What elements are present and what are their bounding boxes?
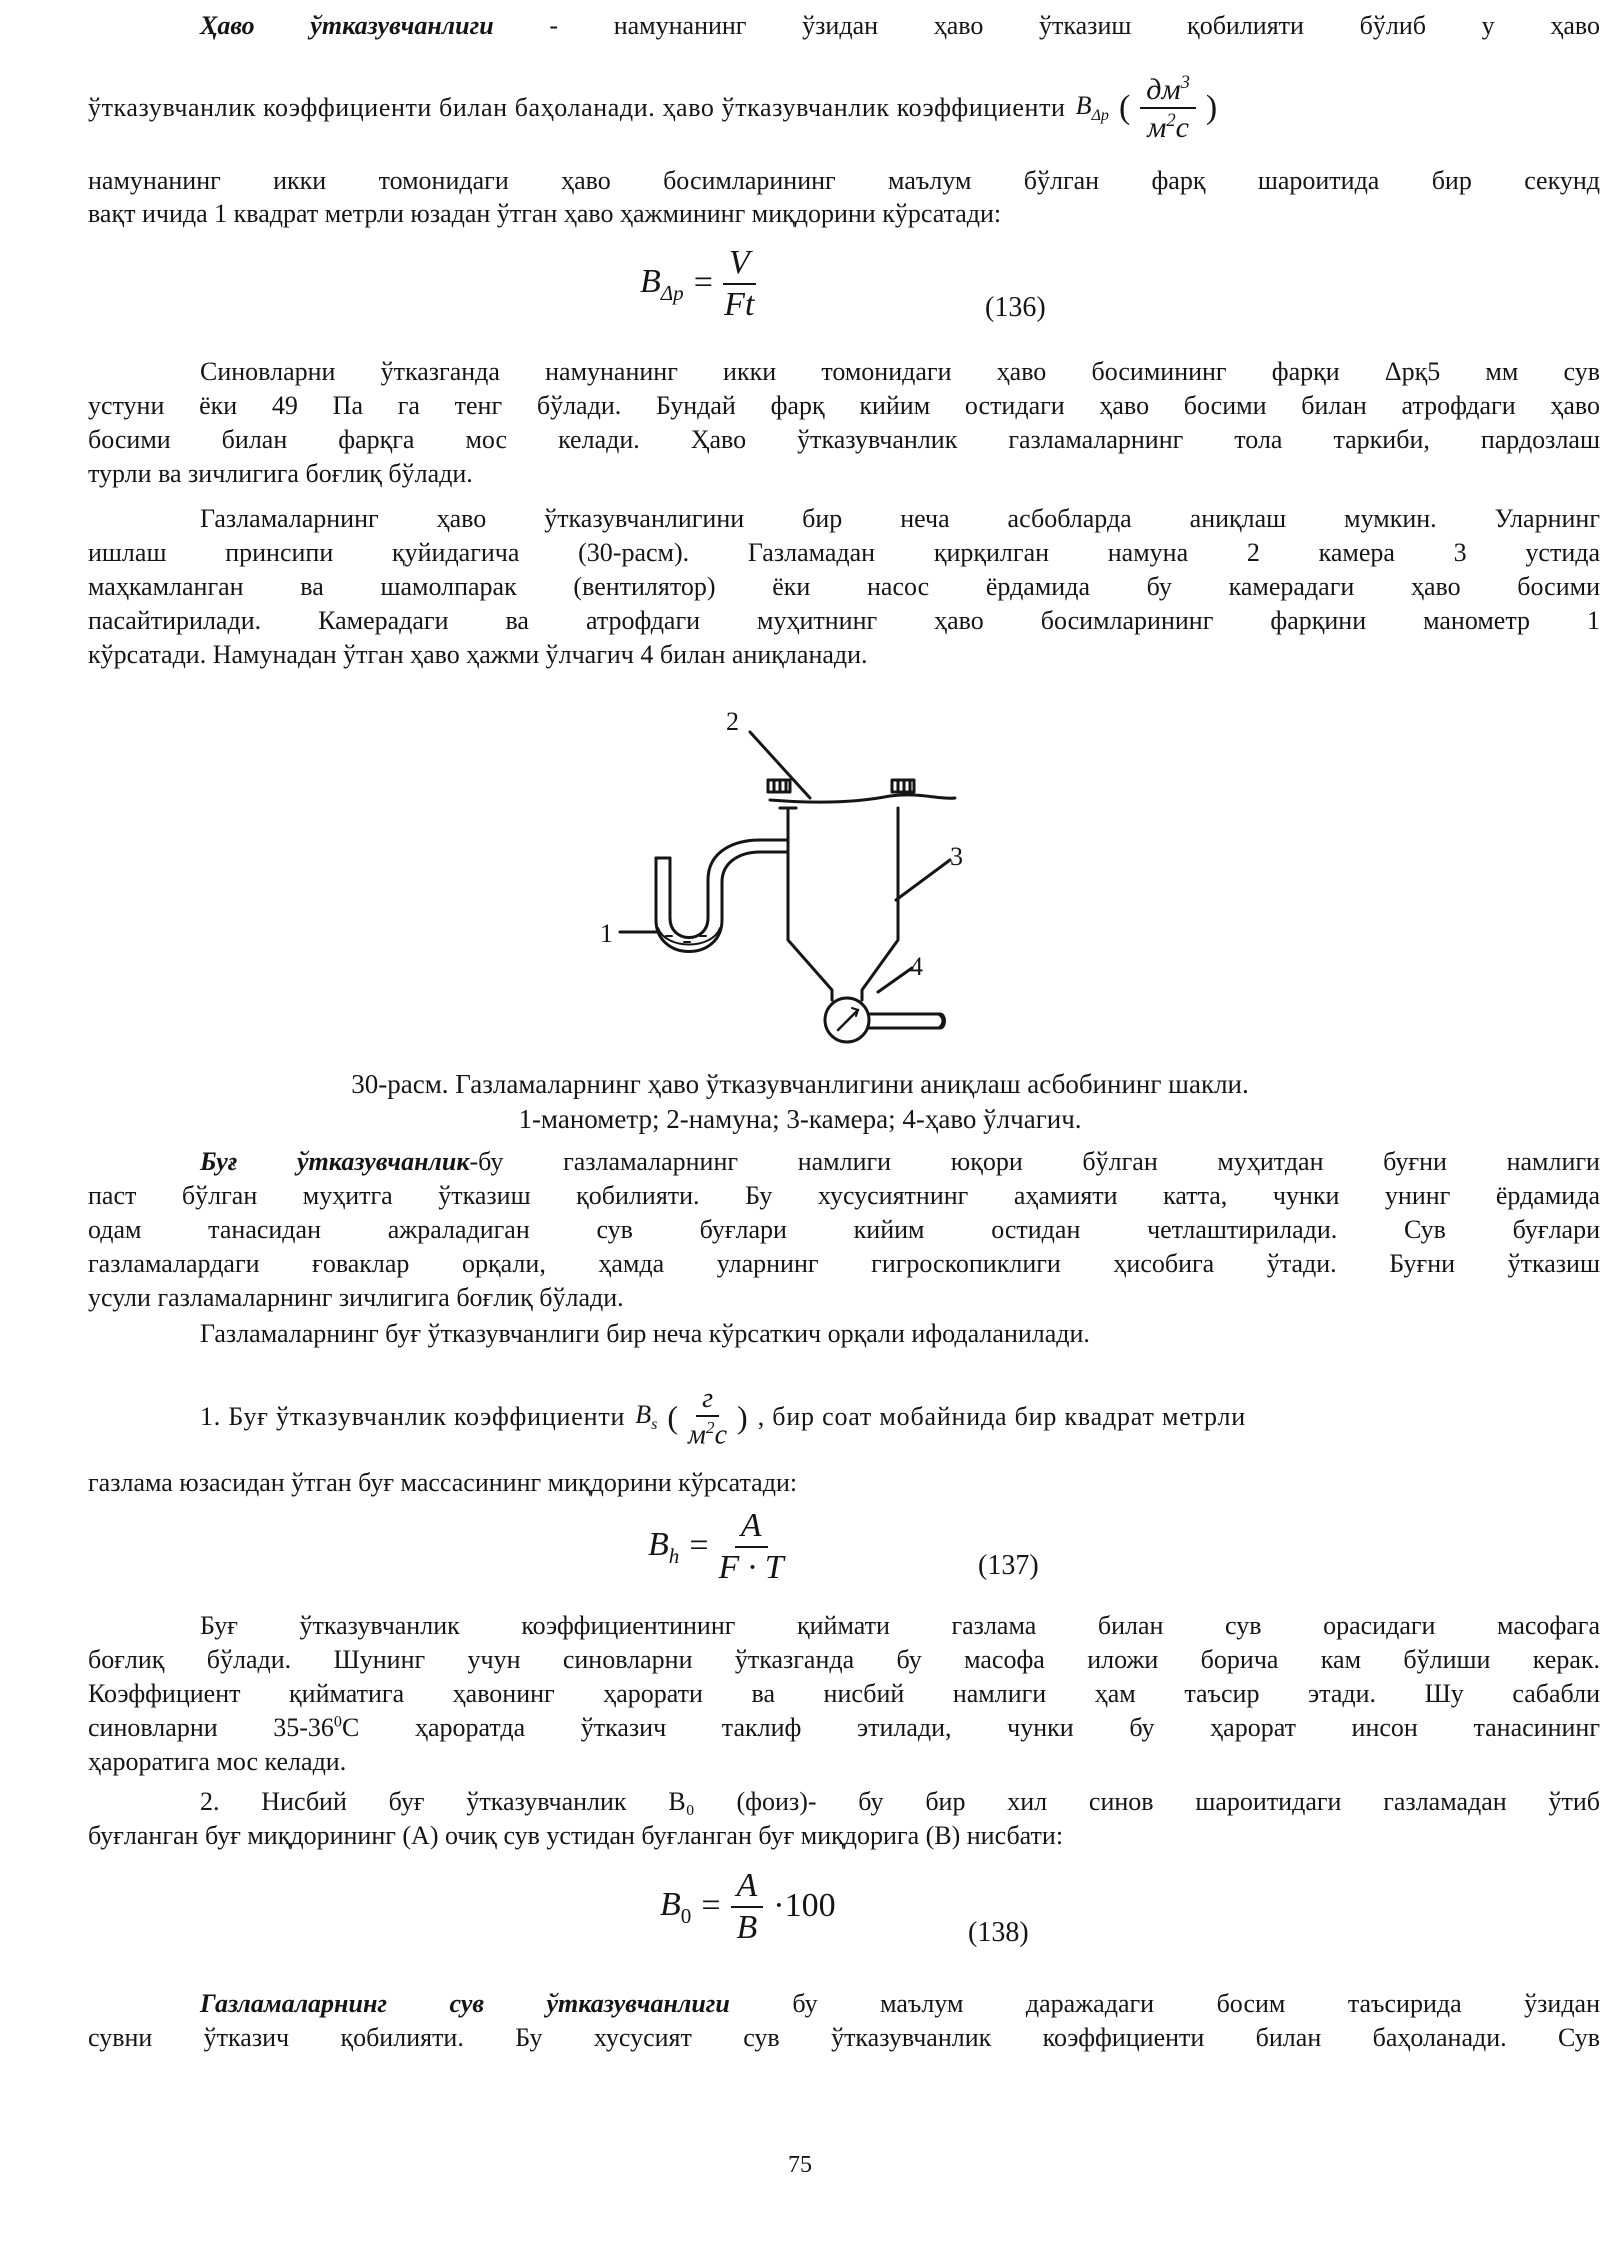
term-air-permeability: Ҳаво ўтказувчанлиги [200,11,494,40]
para-air-permeability-line-2: ўтказувчанлик коэффициенти билан баҳоланади. ҳаво ўтказувчанлик коэффициенти $B_{\Delta p}$ ( $\frac{дм^3}{м^2с}$ ) [88,71,1218,144]
para-vapor-line-5: усули газламаларнинг зичлигига боғлиқ бўлади. [88,1283,624,1312]
para-vapor-coef-line-2: газлама юзасидан ўтган буғ массасининг миқдорини кўрсатади: [88,1468,798,1497]
para-vapor-line-4: газламалардаги ғоваклар орқали, ҳамда уларнинг гигроскопиклиги ҳисобига ўтади. Буғни ўтказиш [88,1249,1600,1278]
para-relative-line-1: 2. Нисбий буғ ўтказувчанлик В₀ (фоиз)- бу бир хил синов шароитидаги газламадан ўтиб [200,1787,1600,1816]
para-test-line-4: турли ва зичлигига боғлиқ бўлади. [88,459,473,488]
para-test-line-2: устуни ёки 49 Па га тенг бўлади. Бундай фарқ кийим остидаги ҳаво босими билан атрофдаги ҳаво [88,391,1600,420]
figure-30-apparatus-diagram [600,700,963,1070]
page-number: 75 [788,2152,812,2178]
figure-caption-1: 30-расм. Газламаларнинг ҳаво ўтказувчанлигини аниқлаш асбобининг шакли. [351,1069,1249,1099]
para-air-permeability-line-4: вақт ичида 1 квадрат метрли юзадан ўтган ҳаво ҳажмининг миқдорини кўрсатади: [88,199,1002,228]
sample-line [770,795,955,802]
equation-136: $B_{\Delta p}$ = $\frac{V}{Ft}$ [640,244,755,323]
equation-137: $B_h$ = $\frac{A}{F \cdot T}$ [648,1507,784,1586]
unit-fraction-s: $\frac{г}{м^2с}$ [688,1382,728,1451]
figure-label-2: 2 [726,707,739,736]
leader-3 [896,860,950,900]
para-coef-value-line-3: Коэффициент қийматига ҳавонинг ҳарорати ва нисбий намлиги ҳам таъсир этади. Шу сабабли [88,1679,1600,1708]
para-devices-line-4: пасайтирилади. Камерадаги ва атрофдаги муҳитнинг ҳаво босимларининг фарқини манометр 1 [88,606,1600,635]
para-vapor-coef-line-1: 1. Буғ ўтказувчанлик коэффициенти $B_s$ ( $\frac{г}{м^2с}$ ) , бир соат мобайнида бир квадрат метрли [200,1382,1246,1451]
para-devices-line-3: маҳкамланган ва шамолпарак (вентилятор) ёки насос ёрдамида бу камерадаги ҳаво босими [88,572,1600,601]
outlet-pipe [868,1014,945,1028]
para-text: - намунанинг ўзидан ҳаво ўтказиш қобилияти бўлиб у ҳаво [549,11,1600,40]
para-vapor-line-2: паст бўлган муҳитга ўтказиш қобилияти. Бу хусусиятнинг аҳамияти катта, чунки унинг ёрдамида [88,1181,1600,1210]
para-text: ўтказувчанлик коэффициенти билан баҳоланади. ҳаво ўтказувчанлик коэффициенти [88,92,1066,122]
equation-137-number: (137) [978,1550,1039,1581]
figure-label-3: 3 [950,842,963,871]
unit-fraction: $\frac{дм^3}{м^2с}$ [1140,73,1196,144]
para-water-line-2: сувни ўтказич қобилияти. Бу хусусият сув ўтказувчанлик коэффициенти билан баҳоланади. Сув [88,2023,1600,2052]
figure-label-1: 1 [600,919,613,948]
manometer-u-tube [656,852,788,952]
equation-136-number: (136) [985,292,1046,323]
para-water-line-1 [200,1988,1600,2021]
para-devices-line-2: ишлаш принсипи қуйидагича (30-расм). Газламадан қирқилган намуна 2 камера 3 устида [88,538,1600,567]
coef-symbol-s: $B_s$ [635,1399,658,1434]
para-test-line-3: босими билан фарқга мос келади. Ҳаво ўтказувчанлик газламаларнинг тола таркиби, пардозлаш [88,425,1600,454]
para-air-permeability-line-3: намунанинг икки томонидаги ҳаво босимларининг маълум бўлган фарқ шароитида бир секунд [88,166,1600,195]
leader-4 [878,968,912,992]
para-test-line-1: Синовларни ўтказганда намунанинг икки томонидаги ҳаво босимининг фарқи Δрқ5 мм сув [200,357,1600,386]
term-vapor-permeability: Буғ ўтказувчанлик [200,1147,470,1176]
figure-label-4: 4 [910,952,923,981]
para-coef-value-line-5: ҳароратига мос келади. [88,1747,347,1776]
term-water-permeability: Газламаларнинг сув ўтказувчанлиги [200,1989,730,2018]
para-vapor-line-3: одам танасидан ажраладиган сув буғлари кийим остидан четлаштирилади. Сув буғлари [88,1215,1600,1244]
para-text: , бир соат мобайнида бир квадрат метрли [757,1401,1246,1431]
equation-138: $B_0$ = $\frac{A}{B}$ ·100 [660,1867,836,1946]
para-text: бу маълум даражадаги босим таъсирида ўзидан [792,1989,1600,2018]
equation-138-number: (138) [968,1917,1029,1948]
para-coef-value-line-2: боғлиқ бўлади. Шунинг учун синовларни ўтказганда бу масофа иложи борича кам бўлиши керак. [88,1645,1600,1674]
para-text: 1. Буғ ўтказувчанлик коэффициенти [200,1401,626,1431]
para-vapor-line-1 [200,1146,1600,1179]
para-indicators: Газламаларнинг буғ ўтказувчанлиги бир неча кўрсаткич орқали ифодаланилади. [200,1319,1090,1348]
para-text: -бу газламаларнинг намлиги юқори бўлган муҳитдан буғни намлиги [469,1147,1600,1176]
coef-symbol: $B_{\Delta p}$ [1075,90,1109,125]
chamber-body [788,808,832,1000]
para-relative-line-2: буғланган буғ миқдорининг (А) очиқ сув устидан буғланган буғ миқдорига (В) нисбати: [88,1821,1064,1850]
para-devices-line-5: кўрсатади. Намунадан ўтган ҳаво ҳажми ўлчагич 4 билан аниқланади. [88,640,868,669]
para-air-permeability-line-1 [200,10,1600,43]
figure-caption-2: 1-манометр; 2-намуна; 3-камера; 4-ҳаво ўлчагич. [518,1104,1082,1134]
para-coef-value-line-4: синовларни $35-36^0С$ ҳароратда ўтказич таклиф этилади, чунки бу ҳарорат инсон танасининг [88,1713,1600,1742]
para-devices-line-1: Газламаларнинг ҳаво ўтказувчанлигини бир неча асбобларда аниқлаш мумкин. Уларнинг [200,504,1600,533]
para-coef-value-line-1: Буғ ўтказувчанлик коэффициентининг қиймати газлама билан сув орасидаги масофага [200,1611,1600,1640]
